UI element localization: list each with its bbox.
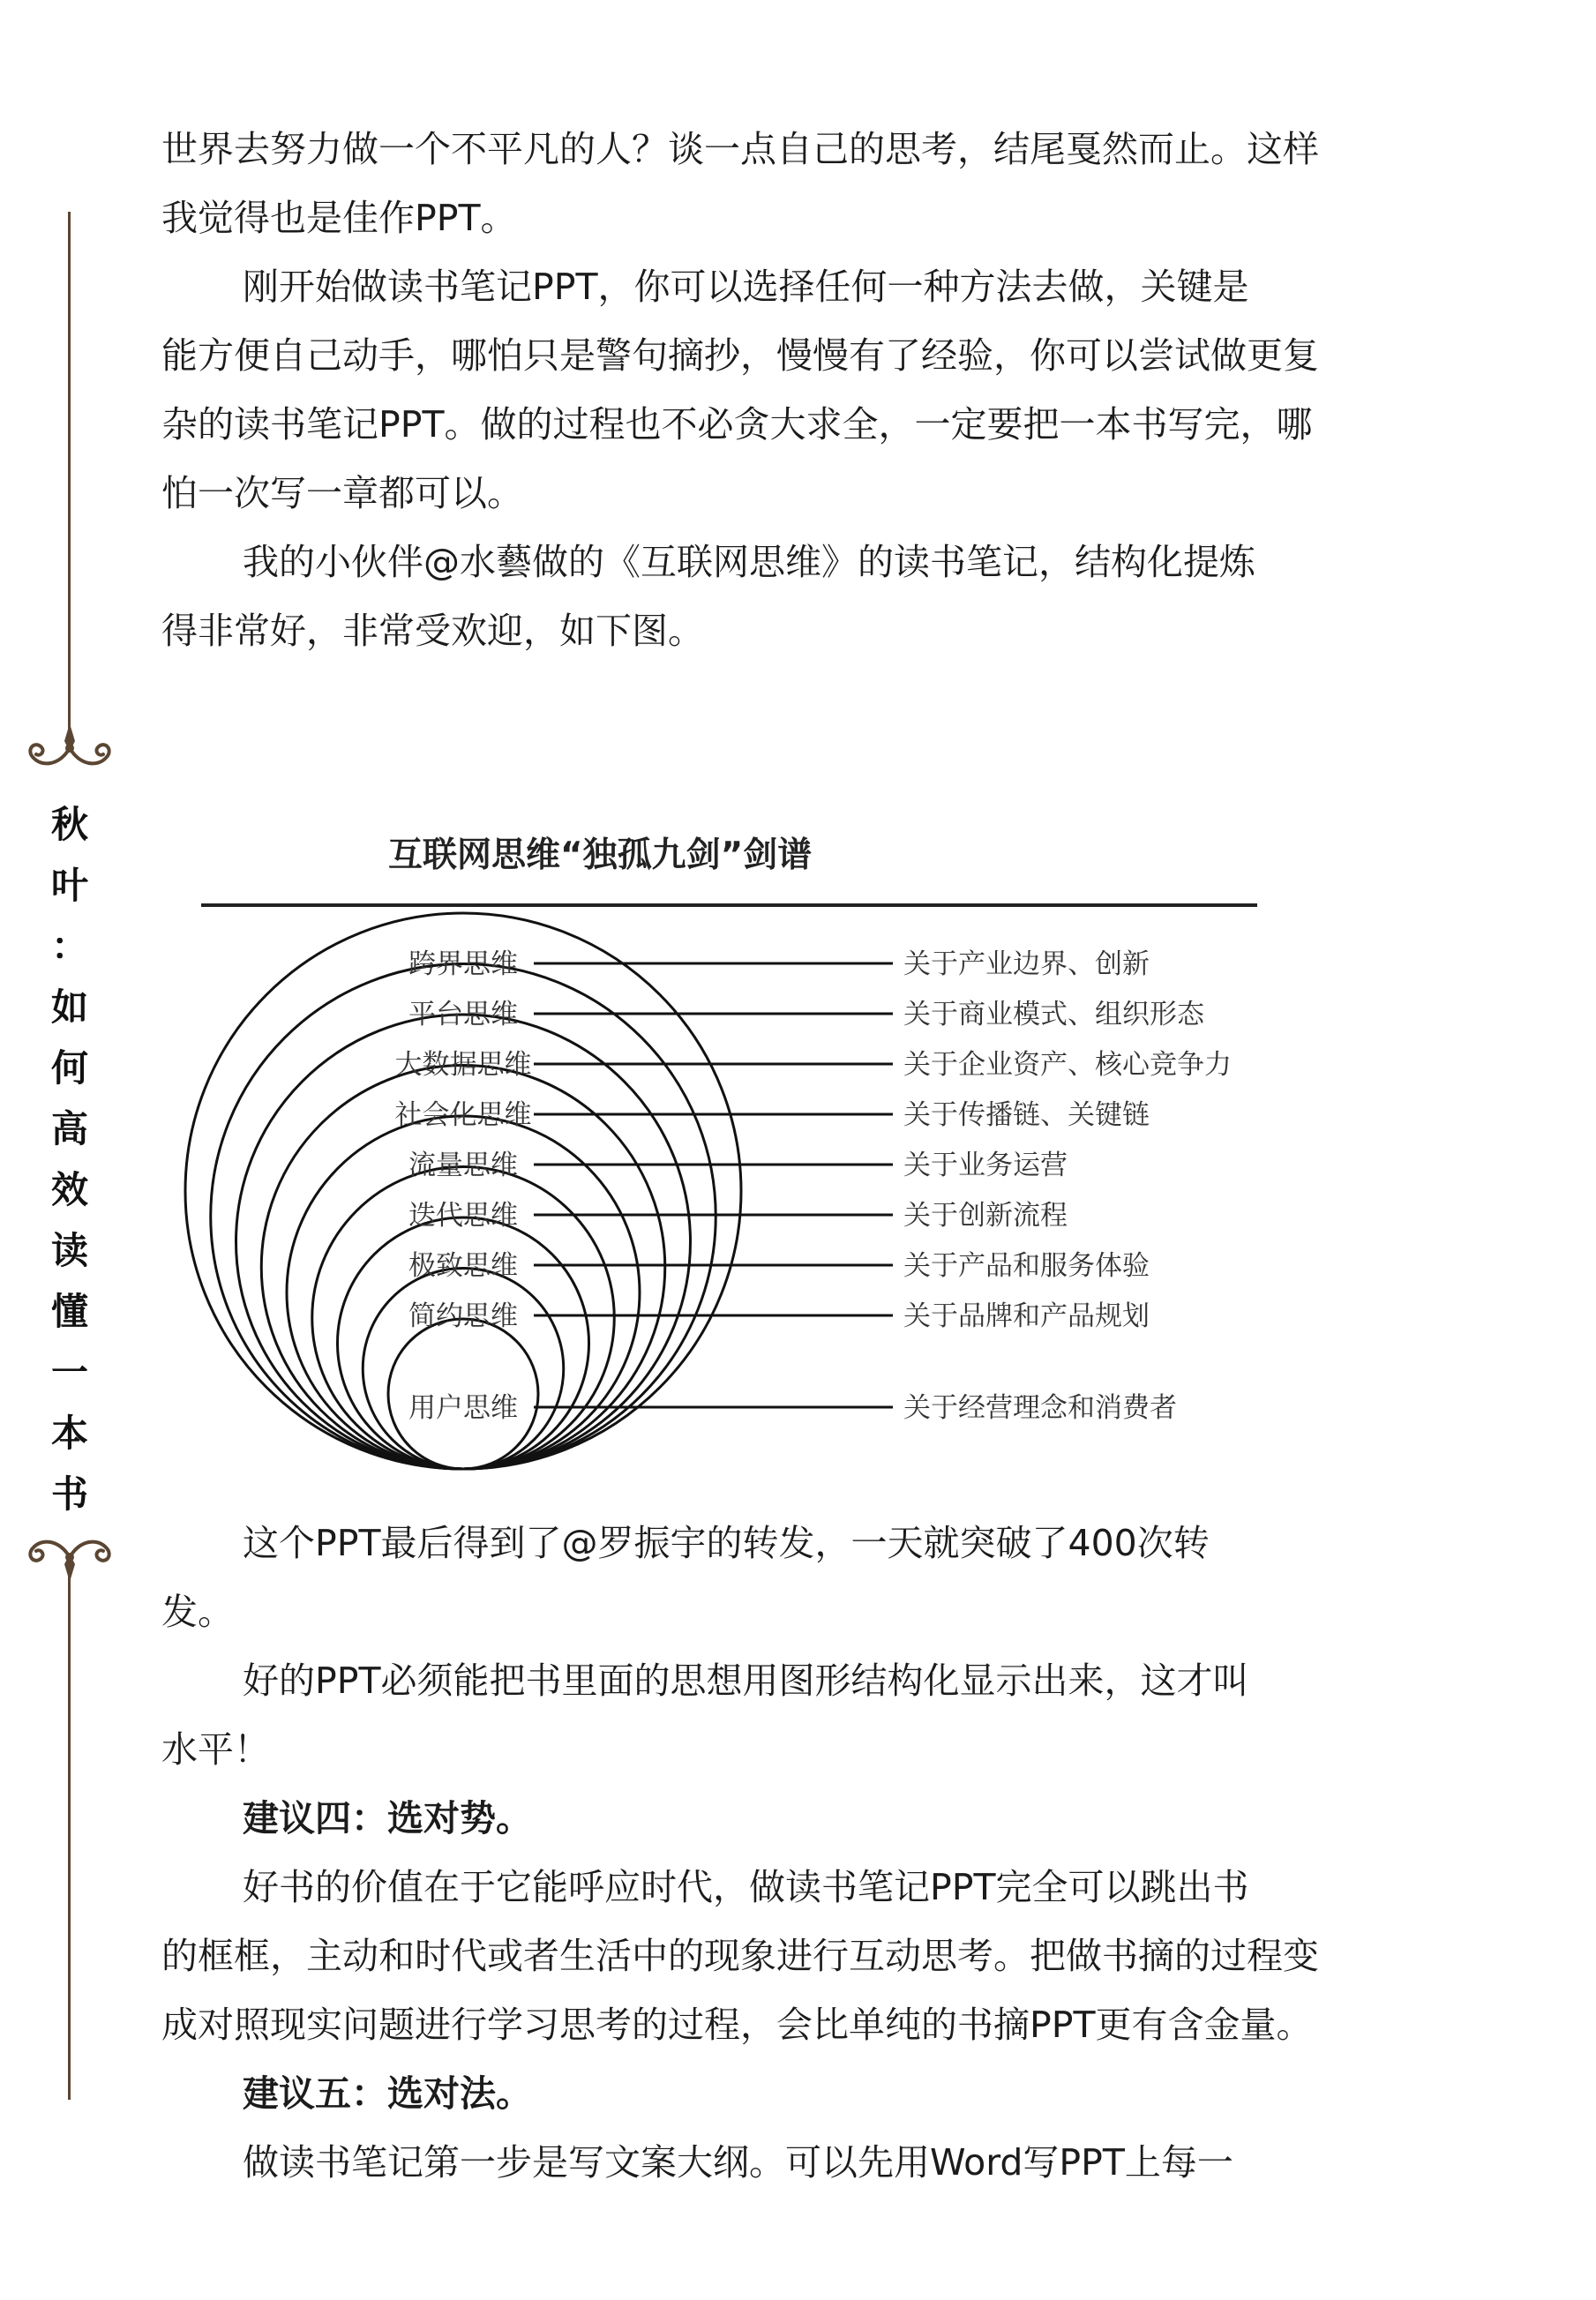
text-line: 能方便自己动手，哪怕只是警句摘抄，慢慢有了经验，你可以尝试做更复	[161, 334, 1319, 377]
sidebar-title-char: 高	[50, 1107, 88, 1150]
text-line: 刚开始做读书笔记PPT，你可以选择任何一种方法去做，关键是	[243, 266, 1249, 308]
sidebar-title-char: 何	[50, 1046, 88, 1090]
text-line: 成对照现实问题进行学习思考的过程，会比单纯的书摘PPT更有含金量。	[161, 2004, 1313, 2046]
flourish-ornament-bottom-icon	[11, 1522, 129, 1584]
text-line: 做读书笔记第一步是写文案大纲。可以先用Word写PPT上每一	[243, 2141, 1233, 2184]
sidebar-title-char: 秋	[50, 803, 88, 846]
ring-description: 关于业务运营	[903, 1150, 1068, 1181]
ring-label: 流量思维	[408, 1150, 518, 1181]
paragraph-intro	[161, 115, 1450, 665]
text-line: 我觉得也是佳作PPT。	[161, 197, 517, 239]
ring-label: 迭代思维	[408, 1200, 518, 1232]
sidebar-title-char: 懂	[50, 1290, 88, 1333]
ring-label: 简约思维	[408, 1300, 518, 1332]
sidebar-book-title	[42, 794, 97, 1525]
text-line: 好的PPT必须能把书里面的思想用图形结构化显示出来，这才叫	[243, 1659, 1249, 1702]
text-line: 世界去努力做一个不平凡的人？谈一点自己的思考，结尾戛然而止。这样	[161, 128, 1319, 170]
ring-description: 关于创新流程	[903, 1200, 1068, 1232]
ring-label: 用户思维	[408, 1392, 518, 1424]
ring-circle	[185, 913, 741, 1469]
sidebar-line-top	[68, 212, 71, 732]
text-line: 怕一次写一章都可以。	[161, 472, 523, 514]
paragraph-after-diagram	[161, 1509, 1450, 2197]
text-line: 的框框，主动和时代或者生活中的现象进行互动思考。把做书摘的过程变	[161, 1935, 1319, 1977]
sidebar-title-char: 读	[50, 1229, 88, 1272]
sidebar-title-char: 书	[50, 1472, 88, 1516]
diagram-title: 互联网思维“独孤九剑”剑谱	[388, 835, 813, 875]
ring-description: 关于经营理念和消费者	[903, 1392, 1177, 1424]
text-line: 我的小伙伴@水藝做的《互联网思维》的读书笔记，结构化提炼	[243, 541, 1255, 583]
text-line: 水平！	[161, 1728, 270, 1771]
sidebar-title-char: 本	[50, 1412, 88, 1455]
section-heading-5: 建议五：选对法。	[243, 2072, 532, 2115]
text-line: 这个PPT最后得到了@罗振宇的转发，一天就突破了400次转	[243, 1522, 1210, 1564]
text-line: 发。	[161, 1591, 234, 1633]
text-line: 得非常好，非常受欢迎，如下图。	[161, 610, 704, 652]
sidebar-title-char: 一	[50, 1351, 88, 1394]
ring-description: 关于商业模式、组织形态	[903, 999, 1204, 1030]
text-line: 好书的价值在于它能呼应时代，做读书笔记PPT完全可以跳出书	[243, 1866, 1249, 1908]
ring-description: 关于传播链、关键链	[903, 1099, 1150, 1131]
flourish-ornament-top-icon	[11, 722, 129, 783]
ring-description: 关于产品和服务体验	[903, 1250, 1150, 1282]
ring-label: 跨界思维	[408, 948, 518, 980]
ring-label: 社会化思维	[394, 1099, 532, 1131]
ring-label: 平台思维	[408, 999, 518, 1030]
ring-description: 关于产业边界、创新	[903, 948, 1150, 980]
sidebar-title-char: ：	[50, 925, 88, 968]
sidebar-title-char: 叶	[50, 864, 88, 907]
sidebar-title-char: 如	[50, 985, 88, 1029]
text-line: 杂的读书笔记PPT。做的过程也不必贪大求全，一定要把一本书写完，哪	[161, 403, 1313, 446]
sidebar-title-char: 效	[50, 1168, 88, 1211]
ring-description: 关于企业资产、核心竞争力	[903, 1049, 1232, 1081]
ring-description: 关于品牌和产品规划	[903, 1300, 1150, 1332]
concentric-thinking-diagram	[176, 829, 1306, 1500]
section-heading-4: 建议四：选对势。	[243, 1797, 532, 1839]
ring-label: 大数据思维	[394, 1049, 532, 1081]
sidebar-line-bottom	[68, 1570, 71, 2100]
ring-label: 极致思维	[408, 1250, 518, 1282]
